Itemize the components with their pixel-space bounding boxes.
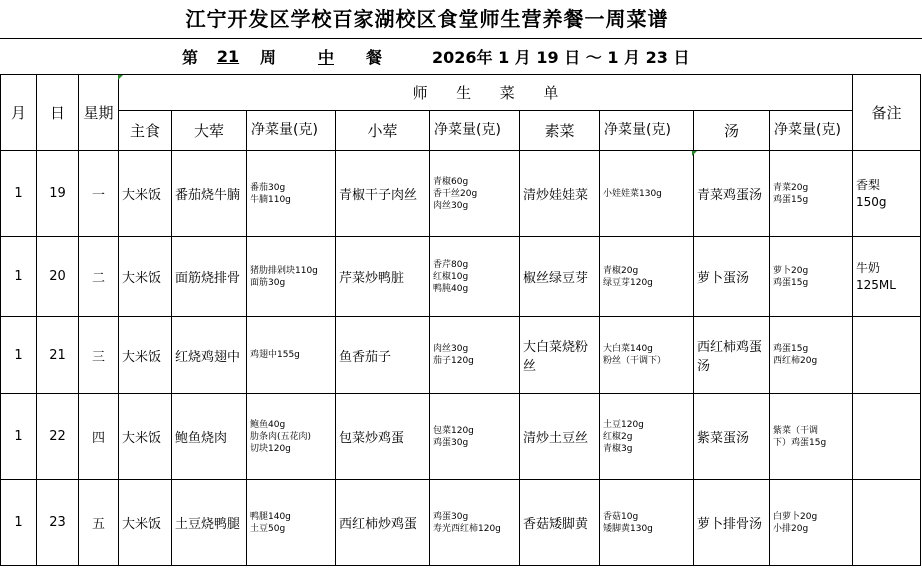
cell-month: 1 (1, 394, 37, 480)
cell-soup: 萝卜蛋汤 (694, 237, 770, 317)
cell-soup: 西红柿鸡蛋汤 (694, 317, 770, 394)
subtitle-can: 餐 (366, 47, 383, 67)
table-row (1, 394, 921, 480)
cell-day: 19 (37, 151, 79, 237)
cell-main-meat: 红烧鸡翅中 (172, 317, 247, 394)
cell-main-meat-net: 鲍鱼40g 肋条肉(五花肉) 切块120g (247, 394, 336, 480)
cell-soup-net: 青菜20g 鸡蛋15g (770, 151, 853, 237)
cell-weekday: 五 (79, 480, 119, 566)
cell-vegetable-net: 香菇10g 矮脚黄130g (600, 480, 694, 566)
cell-vegetable: 香菇矮脚黄 (520, 480, 600, 566)
cell-small-meat: 西红柿炒鸡蛋 (336, 480, 430, 566)
cell-vegetable: 大白菜烧粉丝 (520, 317, 600, 394)
subtitle-di: 第 (182, 47, 199, 67)
table-row (1, 237, 921, 317)
page-title: 江宁开发区学校百家湖校区食堂师生营养餐一周菜谱 (185, 7, 669, 31)
cell-main-meat: 鲍鱼烧肉 (172, 394, 247, 480)
cell-vegetable: 椒丝绿豆芽 (520, 237, 600, 317)
header-remarks: 备注 (853, 75, 921, 151)
cell-vegetable-net: 小娃娃菜130g (600, 151, 694, 237)
header-net-weight-4: 净菜量(克) (770, 111, 853, 151)
cell-vegetable-net: 土豆120g 红椒2g 青椒3g (600, 394, 694, 480)
cell-soup: 紫菜蛋汤 (694, 394, 770, 480)
cell-month: 1 (1, 237, 37, 317)
cell-day: 20 (37, 237, 79, 317)
cell-marker (118, 75, 123, 80)
cell-staple: 大米饭 (119, 394, 172, 480)
menu-subtitle (0, 38, 922, 74)
cell-small-meat: 芹菜炒鸭脏 (336, 237, 430, 317)
cell-soup: 青菜鸡蛋汤 (694, 151, 770, 237)
cell-staple: 大米饭 (119, 151, 172, 237)
cell-remarks: 香梨 150g (853, 151, 921, 237)
header-day: 日 (37, 75, 79, 151)
cell-small-meat: 青椒干子肉丝 (336, 151, 430, 237)
cell-day: 21 (37, 317, 79, 394)
header-net-weight-3: 净菜量(克) (600, 111, 694, 151)
cell-main-meat: 面筋烧排骨 (172, 237, 247, 317)
cell-weekday: 二 (79, 237, 119, 317)
cell-small-meat: 鱼香茄子 (336, 317, 430, 394)
table-row (1, 480, 921, 566)
cell-day: 22 (37, 394, 79, 480)
cell-remarks (853, 394, 921, 480)
cell-soup-net: 萝卜20g 鸡蛋15g (770, 237, 853, 317)
cell-marker (692, 151, 697, 156)
cell-small-meat-net: 青椒60g 香干丝20g 肉丝30g (430, 151, 520, 237)
cell-main-meat: 土豆烧鸭腿 (172, 480, 247, 566)
cell-month: 1 (1, 480, 37, 566)
header-menu-group: 师 生 菜 单 (119, 75, 853, 111)
cell-vegetable-net: 大白菜140g 粉丝（干调下） (600, 317, 694, 394)
header-net-weight-2: 净菜量(克) (430, 111, 520, 151)
cell-vegetable: 清炒娃娃菜 (520, 151, 600, 237)
cell-soup-net: 紫菜（干调 下）鸡蛋15g (770, 394, 853, 480)
cell-main-meat-net: 猪肋排剁块110g 面筋30g (247, 237, 336, 317)
cell-soup: 萝卜排骨汤 (694, 480, 770, 566)
cell-vegetable: 清炒土豆丝 (520, 394, 600, 480)
cell-small-meat: 包菜炒鸡蛋 (336, 394, 430, 480)
cell-small-meat-net: 鸡蛋30g 寿光西红柿120g (430, 480, 520, 566)
cell-main-meat-net: 鸭腿140g 土豆50g (247, 480, 336, 566)
week-number: 21 (216, 46, 240, 66)
header-staple: 主食 (119, 111, 172, 151)
cell-small-meat-net: 包菜120g 鸡蛋30g (430, 394, 520, 480)
meal-type: 中 (317, 47, 334, 67)
cell-staple: 大米饭 (119, 237, 172, 317)
header-net-weight-1: 净菜量(克) (247, 111, 336, 151)
cell-month: 1 (1, 317, 37, 394)
header-small-meat: 小荤 (336, 111, 430, 151)
header-soup: 汤 (694, 111, 770, 151)
header-weekday: 星期 (79, 75, 119, 151)
cell-main-meat: 番茄烧牛腩 (172, 151, 247, 237)
cell-main-meat-net: 番茄30g 牛腩110g (247, 151, 336, 237)
cell-small-meat-net: 香芹80g 红椒10g 鸭肫40g (430, 237, 520, 317)
header-month: 月 (1, 75, 37, 151)
cell-weekday: 一 (79, 151, 119, 237)
cell-main-meat-net: 鸡翅中155g (247, 317, 336, 394)
cell-small-meat-net: 肉丝30g 茄子120g (430, 317, 520, 394)
table-row (1, 151, 921, 237)
date-range: 2026年 1 月 19 日 ～ 1 月 23 日 (432, 47, 690, 67)
header-main-meat: 大荤 (172, 111, 247, 151)
cell-vegetable-net: 青椒20g 绿豆芽120g (600, 237, 694, 317)
cell-remarks (853, 480, 921, 566)
cell-remarks: 牛奶 125ML (853, 237, 921, 317)
cell-remarks (853, 317, 921, 394)
cell-weekday: 三 (79, 317, 119, 394)
cell-soup-net: 鸡蛋15g 西红柿20g (770, 317, 853, 394)
cell-weekday: 四 (79, 394, 119, 480)
cell-staple: 大米饭 (119, 480, 172, 566)
cell-soup-net: 白萝卜20g 小排20g (770, 480, 853, 566)
cell-staple: 大米饭 (119, 317, 172, 394)
table-row (1, 317, 921, 394)
menu-table (0, 74, 921, 566)
cell-day: 23 (37, 480, 79, 566)
subtitle-zhou: 周 (260, 47, 277, 67)
cell-month: 1 (1, 151, 37, 237)
header-vegetable: 素菜 (520, 111, 600, 151)
